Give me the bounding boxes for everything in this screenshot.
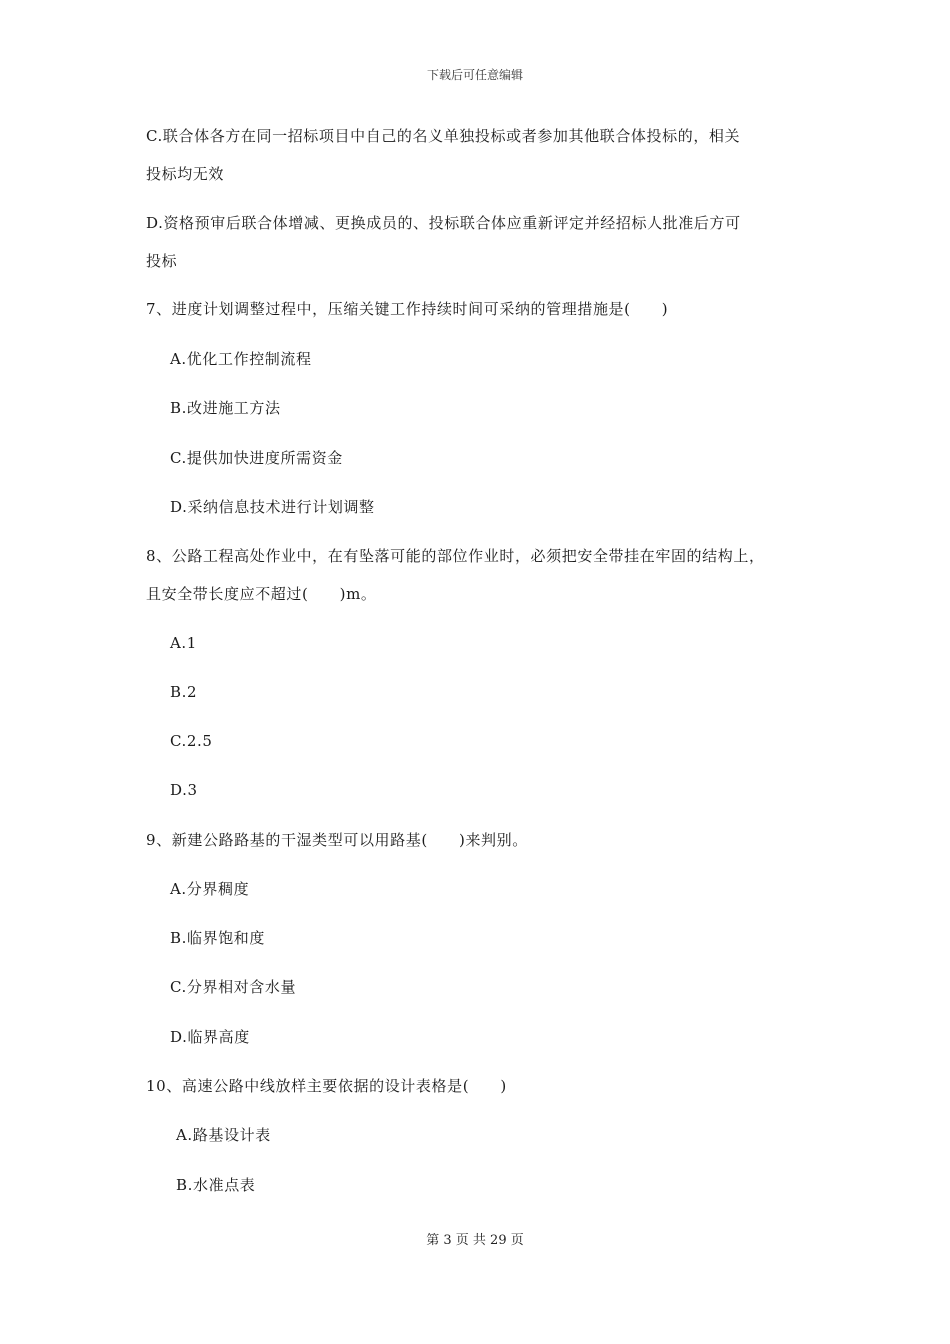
question-8-option-a: A.1 <box>170 634 197 652</box>
question-7-option-d: D.采纳信息技术进行计划调整 <box>170 498 375 516</box>
question-9-option-d: D.临界高度 <box>170 1028 250 1046</box>
question-10-option-b: B.水准点表 <box>176 1176 256 1194</box>
question-7-option-b: B.改进施工方法 <box>170 399 281 417</box>
question-9-option-b: B.临界饱和度 <box>170 929 265 947</box>
page-header: 下载后可任意编辑 <box>426 68 523 82</box>
question-8-option-c: C.2.5 <box>170 732 213 750</box>
question-8-option-b: B.2 <box>170 683 198 701</box>
question-9-option-a: A.分界稠度 <box>170 880 250 898</box>
page-footer: 第 3 页 共 29 页 <box>426 1233 524 1248</box>
question-8-stem-line1: 8、公路工程高处作业中，在有坠落可能的部位作业时，必须把安全带挂在牢固的结构上， <box>146 547 765 565</box>
question-7-option-a: A.优化工作控制流程 <box>170 350 312 368</box>
question-9-option-c: C.分界相对含水量 <box>170 978 297 996</box>
option-c-line2: 投标均无效 <box>146 165 225 183</box>
question-7-option-c: C.提供加快进度所需资金 <box>170 449 343 467</box>
question-10-stem: 10、高速公路中线放样主要依据的设计表格是( ) <box>146 1077 507 1095</box>
question-7-stem: 7、进度计划调整过程中，压缩关键工作持续时间可采纳的管理措施是( ) <box>146 300 669 318</box>
option-c-line1: C.联合体各方在同一招标项目中自己的名义单独投标或者参加其他联合体投标的，相关 <box>146 127 741 145</box>
question-9-stem: 9、新建公路路基的干湿类型可以用路基( )来判别。 <box>146 831 528 849</box>
option-d-line1: D.资格预审后联合体增减、更换成员的、投标联合体应重新评定并经招标人批准后方可 <box>146 214 741 232</box>
question-10-option-a: A.路基设计表 <box>176 1126 271 1144</box>
question-8-stem-line2: 且安全带长度应不超过( )m。 <box>146 585 377 603</box>
option-d-line2: 投标 <box>146 252 178 270</box>
question-8-option-d: D.3 <box>170 781 198 799</box>
